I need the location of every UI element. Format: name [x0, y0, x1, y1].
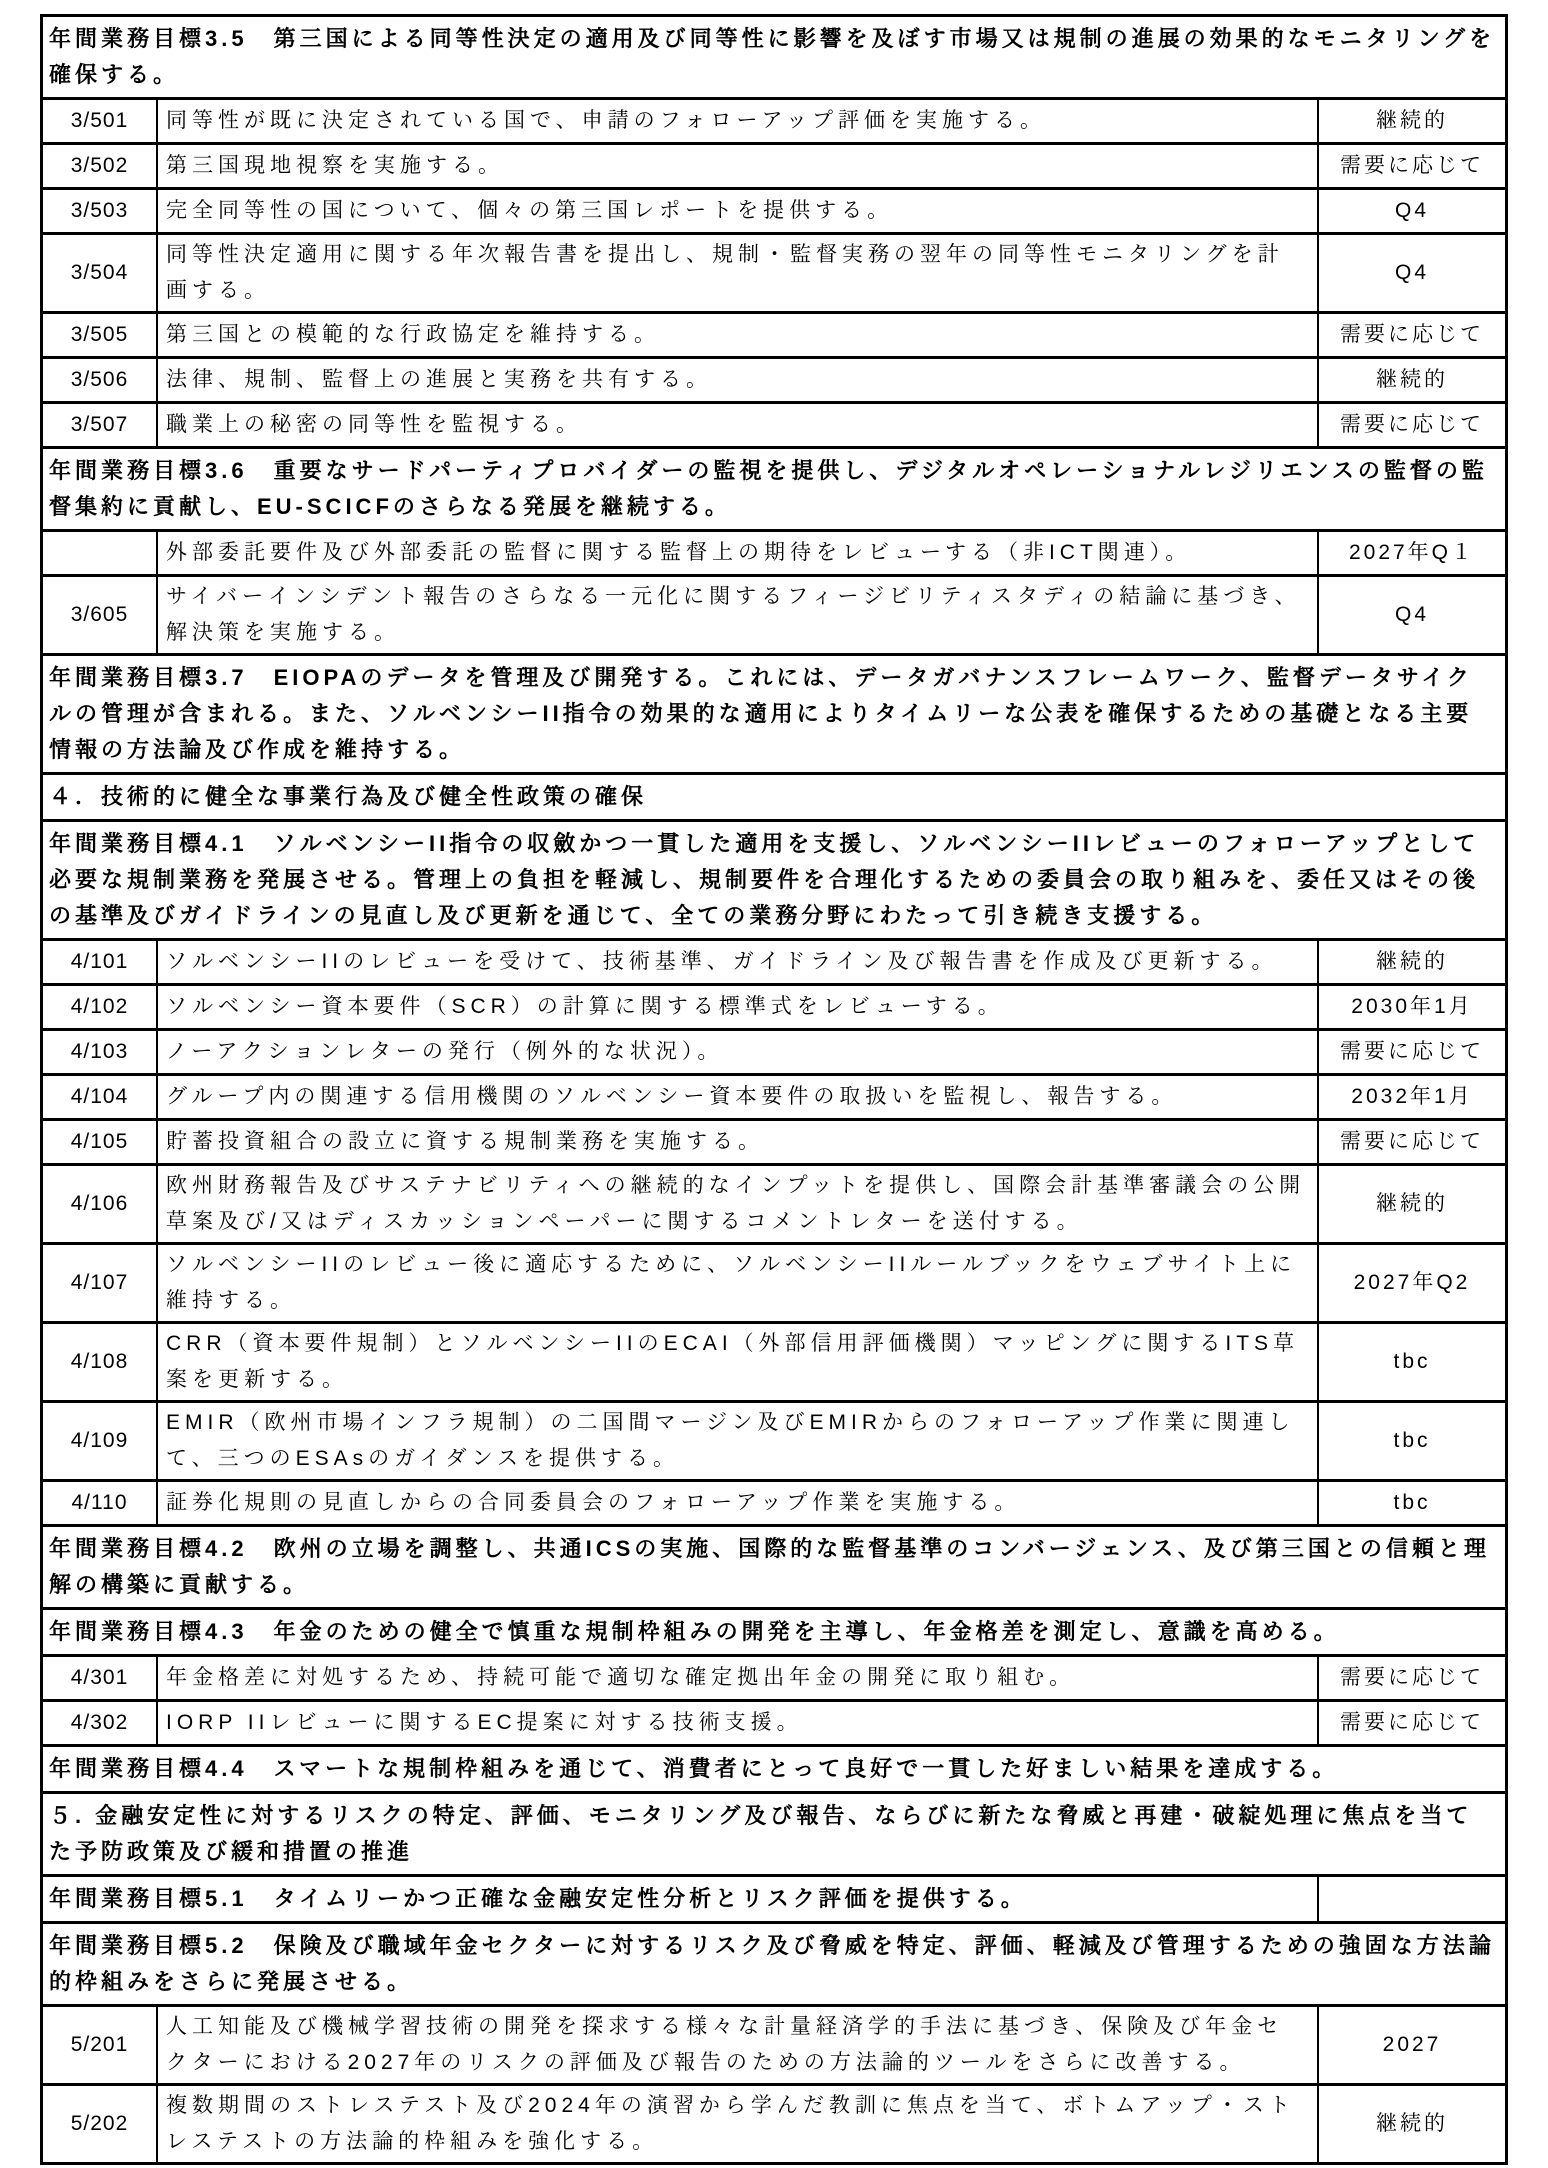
item-description: 人工知能及び機械学習技術の開発を探求する様々な計量経済学的手法に基づき、保険及び年金セクターにおける2027年のリスクの評価及び報告のための方法論的ツールをさらに改善する。 [166, 2015, 1284, 2074]
work-table [40, 14, 1508, 2165]
item-timing: 需要に応じて [1317, 314, 1505, 356]
section-header-row [43, 775, 1505, 822]
item-description: グループ内の関連する信用機関のソルベンシー資本要件の取扱いを監視し、報告する。 [166, 1085, 1178, 1108]
item-description: 職業上の秘密の同等性を監視する。 [166, 413, 582, 436]
item-timing: Q4 [1317, 577, 1505, 653]
item-timing: 需要に応じて [1317, 1031, 1505, 1073]
item-timing: Q4 [1317, 235, 1505, 311]
item-code: 4/109 [43, 1403, 158, 1479]
item-timing: 2030年1月 [1317, 986, 1505, 1028]
item-description: 第三国との模範的な行政協定を維持する。 [166, 323, 660, 346]
item-description: 年金格差に対処するため、持続可能で適切な確定拠出年金の開発に取り組む。 [166, 1666, 1076, 1689]
table-row [43, 986, 1505, 1031]
item-timing: 需要に応じて [1317, 145, 1505, 187]
item-timing: 継続的 [1317, 2086, 1505, 2162]
item-description: 同等性が既に決定されている国で、申請のフォローアップ評価を実施する。 [166, 109, 1047, 132]
item-description: 同等性決定適用に関する年次報告書を提出し、規制・監督実務の翌年の同等性モニタリングを計画する。 [166, 243, 1284, 302]
section-header-text: 年間業務目標4.4 スマートな規制枠組みを通じて、消費者にとって良好で一貫した好ましい結果を達成する。 [49, 1756, 1339, 1781]
table-row [43, 532, 1505, 577]
section-header-text: 年間業務目標3.5 第三国による同等性決定の適用及び同等性に影響を及ぼす市場又は規制の進展の効果的なモニタリングを確保する。 [49, 26, 1496, 87]
section-header-row [43, 1527, 1505, 1610]
item-timing: Q4 [1317, 190, 1505, 232]
table-row [43, 577, 1505, 656]
section-header-row [43, 1924, 1505, 2007]
item-code: 4/301 [43, 1657, 158, 1699]
section-header-text: 年間業務目標4.3 年金のための健全で慎重な規制枠組みの開発を主導し、年金格差を測定し、意識を高める。 [49, 1619, 1340, 1644]
section-header-row [43, 822, 1505, 941]
table-row [43, 941, 1505, 986]
item-code: 4/110 [43, 1482, 158, 1524]
item-description: IORP IIレビューに関するEC提案に対する技術支援。 [166, 1711, 803, 1734]
item-code: 3/501 [43, 100, 158, 142]
table-row [43, 1245, 1505, 1324]
item-code: 3/507 [43, 404, 158, 446]
table-row [43, 2086, 1505, 2162]
table-row [43, 1031, 1505, 1076]
table-row [43, 1166, 1505, 1245]
section-header-row [43, 1794, 1505, 1877]
item-timing: 需要に応じて [1317, 404, 1505, 446]
item-description: ノーアクションレターの発行（例外的な状況）。 [166, 1040, 724, 1063]
section-header-row [43, 1747, 1505, 1794]
item-description: 欧州財務報告及びサステナビリティへの継続的なインプットを提供し、国際会計基準審議会の公開草案及び/又はディスカッションペーパーに関するコメントレターを送付する。 [166, 1174, 1306, 1233]
section-header-text: 年間業務目標4.2 欧州の立場を調整し、共通ICSの実施、国際的な監督基準のコンバージェンス、及び第三国との信頼と理解の構築に貢献する。 [49, 1536, 1490, 1597]
table-row [43, 145, 1505, 190]
item-timing: 需要に応じて [1317, 1702, 1505, 1744]
item-code: 5/201 [43, 2007, 158, 2083]
table-row [43, 1657, 1505, 1702]
item-code: 3/506 [43, 359, 158, 401]
item-code: 3/503 [43, 190, 158, 232]
section-header-row [43, 17, 1505, 100]
item-code: 4/302 [43, 1702, 158, 1744]
item-timing: 2027 [1317, 2007, 1505, 2083]
table-row [43, 359, 1505, 404]
item-description: 法律、規制、監督上の進展と実務を共有する。 [166, 368, 712, 391]
table-row [43, 404, 1505, 449]
item-description: 外部委託要件及び外部委託の監督に関する監督上の期待をレビューする（非ICT関連）。 [166, 541, 1192, 564]
table-row [43, 314, 1505, 359]
item-description: 貯蓄投資組合の設立に資する規制業務を実施する。 [166, 1130, 764, 1153]
table-row [43, 2007, 1505, 2086]
section-header-row [43, 1610, 1505, 1657]
item-timing: tbc [1317, 1482, 1505, 1524]
item-code: 4/105 [43, 1121, 158, 1163]
table-row [43, 1324, 1505, 1403]
item-code [43, 532, 158, 574]
table-row [43, 1121, 1505, 1166]
table-row [43, 1482, 1505, 1527]
item-description: ソルベンシーIIのレビュー後に適応するために、ソルベンシーIIルールブックをウェブサイト上に維持する。 [166, 1253, 1297, 1312]
item-description: ソルベンシー資本要件（SCR）の計算に関する標準式をレビューする。 [166, 995, 1004, 1018]
section-header-text: 年間業務目標5.1 タイムリーかつ正確な金融安定性分析とリスク評価を提供する。 [49, 1886, 1027, 1911]
item-timing: tbc [1317, 1403, 1505, 1479]
item-timing: 継続的 [1317, 359, 1505, 401]
item-code: 4/107 [43, 1245, 158, 1321]
item-timing: 2032年1月 [1317, 1076, 1505, 1118]
item-timing: 2027年Q１ [1317, 532, 1505, 574]
item-code: 3/605 [43, 577, 158, 653]
item-code: 4/103 [43, 1031, 158, 1073]
section-header-text: 年間業務目標3.6 重要なサードパーティプロバイダーの監視を提供し、デジタルオペレーショナルレジリエンスの監督の監督集約に貢献し、EU-SCICFのさらなる発展を継続する。 [49, 458, 1488, 519]
section-header-row [43, 656, 1505, 775]
table-row [43, 235, 1505, 314]
section-header-text: ５. 金融安定性に対するリスクの特定、評価、モニタリング及び報告、ならびに新たな脅威と再建・破綻処理に焦点を当てた予防政策及び緩和措置の推進 [49, 1803, 1473, 1864]
item-code: 3/505 [43, 314, 158, 356]
table-row [43, 1076, 1505, 1121]
section-header-text: 年間業務目標5.2 保険及び職域年金セクターに対するリスク及び脅威を特定、評価、軽減及び管理するための強固な方法論的枠組みをさらに発展させる。 [49, 1933, 1495, 1994]
item-code: 4/108 [43, 1324, 158, 1400]
item-timing: 需要に応じて [1317, 1121, 1505, 1163]
section-header-text: ４．技術的に健全な事業行為及び健全性政策の確保 [49, 784, 648, 809]
table-row [43, 100, 1505, 145]
item-code: 3/504 [43, 235, 158, 311]
item-code: 4/104 [43, 1076, 158, 1118]
table-row [43, 1702, 1505, 1747]
item-code: 4/101 [43, 941, 158, 983]
item-description: CRR（資本要件規制）とソルベンシーIIのECAI（外部信用評価機関）マッピングに関するITS草案を更新する。 [166, 1332, 1300, 1391]
item-code: 5/202 [43, 2086, 158, 2162]
item-timing: 2027年Q2 [1317, 1245, 1505, 1321]
section-header-row [43, 449, 1505, 532]
item-timing: 継続的 [1317, 1166, 1505, 1242]
section-header-row [43, 1877, 1505, 1924]
item-description: EMIR（欧州市場インフラ規制）の二国間マージン及びEMIRからのフォローアップ作業に関連して、三つのESAsのガイダンスを提供する。 [166, 1411, 1295, 1470]
item-timing: 需要に応じて [1317, 1657, 1505, 1699]
item-description: 証券化規則の見直しからの合同委員会のフォローアップ作業を実施する。 [166, 1491, 1021, 1514]
section-header-text: 年間業務目標3.7 EIOPAのデータを管理及び開発する。これには、データガバナンスフレームワーク、監督データサイクルの管理が含まれる。また、ソルベンシーII指令の効果的な適用によりタイムリーな公表を確保するための基礎となる主要情報の方法論及び作成を維持する。 [49, 665, 1473, 762]
item-code: 3/502 [43, 145, 158, 187]
item-timing: 継続的 [1317, 100, 1505, 142]
item-description: サイバーインシデント報告のさらなる一元化に関するフィージビリティスタディの結論に基づき、解決策を実施する。 [166, 585, 1301, 644]
item-description: 第三国現地視察を実施する。 [166, 154, 504, 177]
item-description: ソルベンシーIIのレビューを受けて、技術基準、ガイドライン及び報告書を作成及び更新する。 [166, 950, 1278, 973]
work-table-body [43, 17, 1505, 2162]
table-row [43, 1403, 1505, 1482]
item-timing: 継続的 [1317, 941, 1505, 983]
table-row [43, 190, 1505, 235]
item-timing: tbc [1317, 1324, 1505, 1400]
item-code: 4/106 [43, 1166, 158, 1242]
item-description: 完全同等性の国について、個々の第三国レポートを提供する。 [166, 199, 894, 222]
item-code: 4/102 [43, 986, 158, 1028]
section-header-text: 年間業務目標4.1 ソルベンシーII指令の収斂かつ一貫した適用を支援し、ソルベンシーIIレビューのフォローアップとして必要な規制業務を発展させる。管理上の負担を軽減し、規制要件を合理化するための委員会の取り組みを、委任又はその後の基準及びガイドラインの見直し及び更新を通じて、全ての業務分野にわたって引き続き支援する。 [49, 831, 1480, 928]
section-timing-empty [1317, 1877, 1505, 1921]
item-description: 複数期間のストレステスト及び2024年の演習から学んだ教訓に焦点を当て、ボトムアップ・ストレステストの方法論的枠組みを強化する。 [166, 2094, 1295, 2153]
